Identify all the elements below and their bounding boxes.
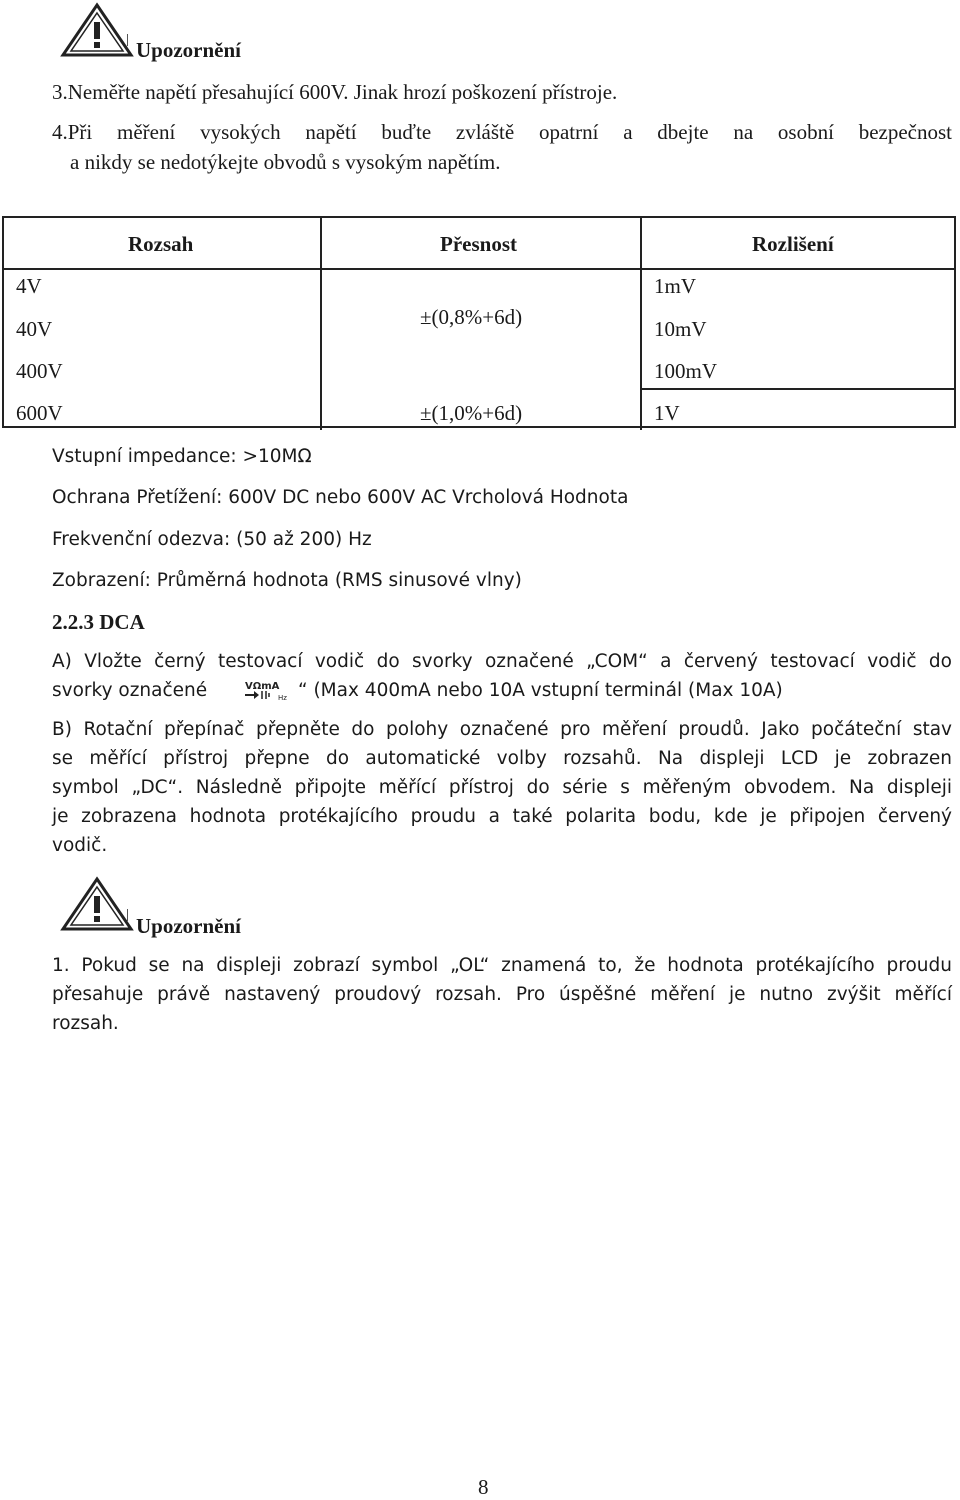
step-b-line: vodič. [52, 835, 108, 856]
row-range: 400V [16, 359, 63, 383]
note-impedance: Vstupní impedance: >10MΩ [52, 446, 312, 467]
table-divider [320, 218, 322, 430]
warning-triangle-icon [60, 876, 134, 932]
row-resolution: 1V [654, 401, 680, 425]
header-range: Rozsah [128, 232, 194, 256]
item-1-line: přesahuje právě nastavený proudový rozsah. Pro úspěšné měření je nutno zvýšit měřící [52, 984, 952, 1005]
terminal-symbol-icon [242, 679, 290, 703]
note-display: Zobrazení: Průměrná hodnota (RMS sinusové vlny) [52, 570, 522, 591]
step-b-line: B) Rotační přepínač přepněte do polohy označené pro měření proudů. Jako počáteční stav [52, 719, 952, 740]
item-4-line-1: 4.Při měření vysokých napětí buďte zvláště opatrní a dbejte na osobní bezpečnost [52, 120, 952, 144]
step-b-line: symbol „DC“. Následně připojte měřící přístroj do série s měřeným obvodem. Na displeji [52, 777, 952, 798]
item-1-line: 1. Pokud se na displeji zobrazí symbol „OL“ znamená to, že hodnota protékajícího proudu [52, 955, 952, 976]
row-range: 600V [16, 401, 63, 425]
row-accuracy: ±(1,0%+6d) [420, 401, 523, 425]
item-3-text: 3.Neměřte napětí přesahující 600V. Jinak hrozí poškození přístroje. [52, 80, 618, 104]
terminal-label: VΩmA [245, 681, 280, 692]
row-resolution: 100mV [654, 359, 717, 383]
note-overload: Ochrana Přetížení: 600V DC nebo 600V AC Vrcholová Hodnota [52, 487, 629, 508]
header-divider [4, 268, 954, 270]
marker-tick [127, 909, 128, 921]
svg-text:Hz: Hz [278, 694, 287, 702]
row-range: 40V [16, 317, 53, 341]
page-number: 8 [478, 1475, 489, 1499]
step-a-line-1: A) Vložte černý testovací vodič do svorky označené „COM“ a červený testovací vodič do [52, 651, 952, 672]
item-4-line-2: a nikdy se nedotýkejte obvodů s vysokým napětím. [70, 150, 501, 174]
warning-triangle-icon [60, 2, 134, 58]
step-a-line-2-start: svorky označené [52, 680, 208, 701]
row-range: 4V [16, 274, 42, 298]
warning-title: Upozornění [136, 914, 241, 938]
step-b-line: je zobrazena hodnota protékajícího proudu a také polarita bodu, kde je připojen červený [52, 806, 952, 827]
merged-accuracy: ±(0,8%+6d) [420, 305, 523, 329]
row-resolution: 10mV [654, 317, 707, 341]
row-resolution: 1mV [654, 274, 696, 298]
section-heading: 2.2.3 DCA [52, 610, 145, 634]
note-frequency: Frekvenční odezva: (50 až 200) Hz [52, 529, 372, 550]
item-1-line: rozsah. [52, 1013, 119, 1034]
header-accuracy: Přesnost [440, 232, 517, 256]
header-resolution: Rozlišení [752, 232, 834, 256]
marker-tick [127, 34, 128, 46]
row-divider [640, 388, 956, 390]
warning-title: Upozornění [136, 38, 241, 62]
table-divider [640, 218, 642, 430]
spec-table [2, 216, 956, 428]
step-a-line-2-end: “ (Max 400mA nebo 10A vstupní terminál (Max 10A) [298, 680, 783, 701]
step-b-line: se měřící přístroj přepne do automatické volby rozsahů. Na displeji LCD je zobrazen [52, 748, 952, 769]
